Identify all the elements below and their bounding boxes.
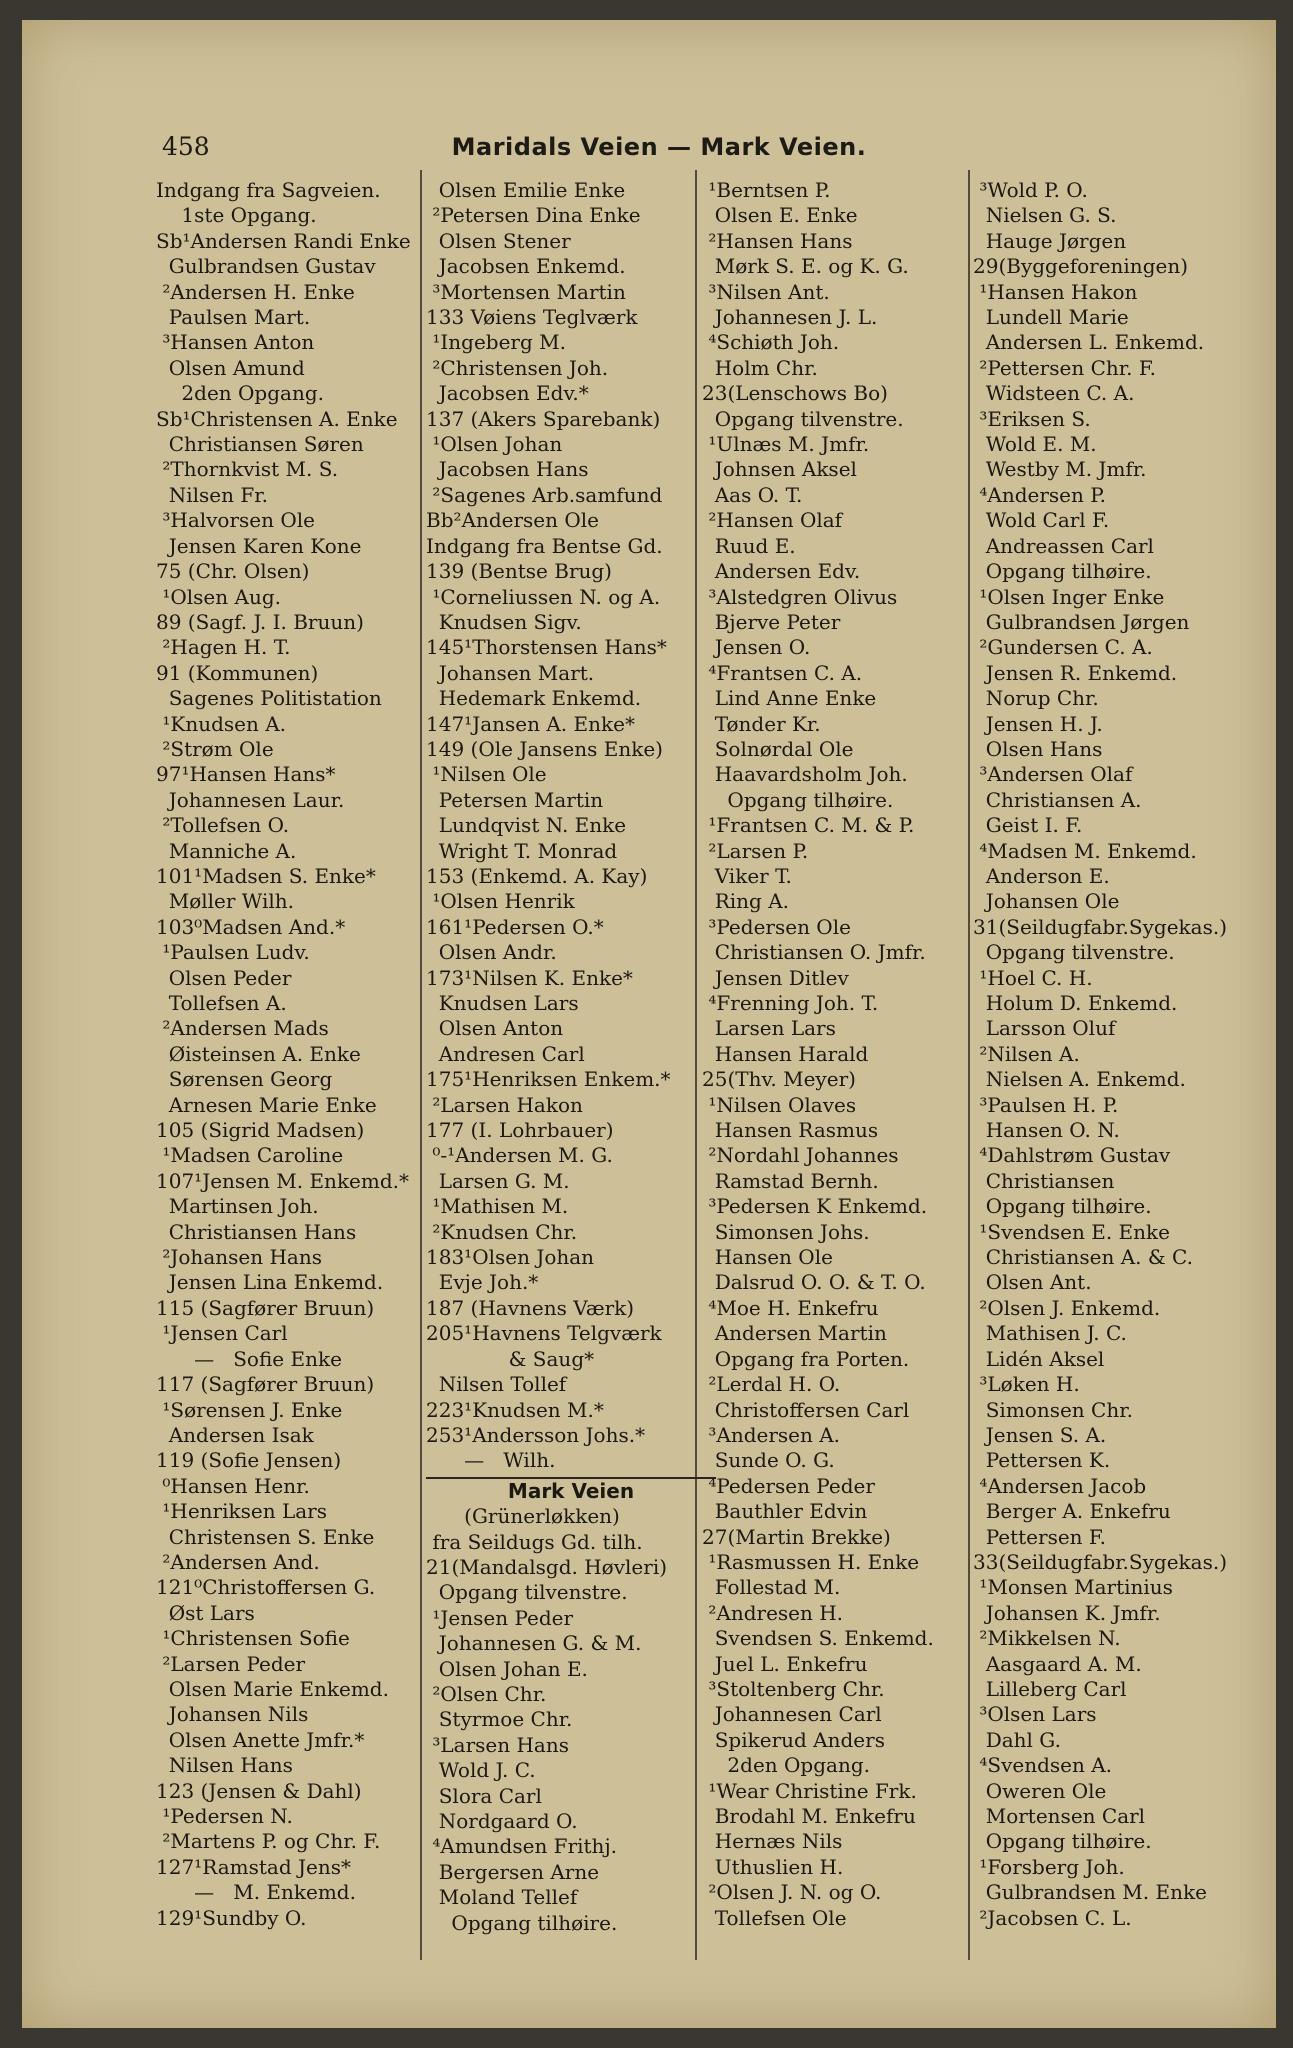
directory-entry: Martinsen Joh.	[156, 1194, 319, 1219]
directory-entry: Larsen G. M.	[426, 1168, 570, 1193]
directory-entry: Jensen O.	[702, 635, 811, 660]
directory-entry: Johansen Mart.	[426, 660, 595, 685]
directory-entry: 29(Byggeforeningen)	[973, 254, 1189, 279]
directory-entry: Nilsen Hans	[156, 1753, 293, 1778]
directory-entry: Øisteinsen A. Enke	[156, 1041, 361, 1066]
directory-entry: 89 (Sagf. J. I. Bruun)	[156, 609, 364, 634]
directory-entry: Juel L. Enkefru	[702, 1651, 868, 1676]
directory-entry: ¹Hansen Hakon	[973, 279, 1138, 304]
directory-entry: Sunde O. G.	[702, 1448, 835, 1473]
directory-entry: Mathisen J. C.	[973, 1321, 1127, 1346]
directory-entry: 127¹Ramstad Jens*	[156, 1854, 351, 1879]
directory-entry: ³Stoltenberg Chr.	[702, 1676, 885, 1701]
directory-entry: ²Olsen J. N. og O.	[702, 1880, 882, 1905]
directory-entry: ⁴Andersen P.	[973, 482, 1106, 507]
directory-entry: Knudsen Sigv.	[426, 609, 582, 634]
directory-entry: Uthuslien H.	[702, 1854, 844, 1879]
directory-entry: ¹Monsen Martinius	[973, 1575, 1173, 1600]
directory-entry: Gulbrandsen M. Enke	[973, 1880, 1207, 1905]
directory-entry: ³Alstedgren Olivus	[702, 584, 898, 609]
directory-entry: 105 (Sigrid Madsen)	[156, 1118, 365, 1143]
directory-entry: ²Hagen H. T.	[156, 635, 291, 660]
directory-entry: 25(Thv. Meyer)	[702, 1067, 856, 1092]
directory-entry: ³Wold P. O.	[973, 178, 1088, 202]
directory-entry: ⁴Amundsen Frithj.	[426, 1834, 617, 1859]
directory-entry: Lilleberg Carl	[973, 1676, 1127, 1701]
directory-entry: 187 (Havnens Værk)	[426, 1295, 635, 1320]
directory-entry: ²Sagenes Arb.samfund	[426, 482, 663, 507]
directory-entry: ³Olsen Lars	[973, 1702, 1097, 1727]
directory-entry: Hansen Harald	[702, 1041, 869, 1066]
directory-entry: ²Olsen Chr.	[426, 1681, 547, 1706]
directory-entry: Andersen Martin	[702, 1321, 887, 1346]
directory-entry: ²Johansen Hans	[156, 1245, 322, 1270]
directory-entry: ²Larsen Hakon	[426, 1092, 583, 1117]
directory-entry: Larsson Oluf	[973, 1016, 1116, 1041]
directory-entry: Møller Wilh.	[156, 889, 295, 914]
directory-entry: 23(Lenschows Bo)	[702, 381, 888, 406]
directory-entry: 91 (Kommunen)	[156, 660, 319, 685]
directory-entry: Lundell Marie	[973, 305, 1129, 330]
directory-entry: Jacobsen Edv.*	[426, 381, 589, 406]
directory-entry: Nordgaard O.	[426, 1809, 578, 1833]
directory-entry: 31(Seildugfabr.Sygekas.)	[973, 914, 1228, 939]
directory-entry: Christiansen A. & C.	[973, 1245, 1193, 1270]
street-heading: Mark Veien	[507, 1478, 635, 1503]
directory-page	[22, 20, 1276, 2028]
directory-entry: Sagenes Politistation	[156, 686, 382, 711]
directory-entry: ⁴Pedersen Peder	[702, 1473, 875, 1498]
column-3	[702, 178, 982, 1931]
directory-entry: Andersen L. Enkemd.	[973, 330, 1205, 355]
directory-entry: ²Lerdal H. O.	[702, 1372, 841, 1397]
directory-entry: Hedemark Enkemd.	[426, 686, 642, 711]
directory-entry: 177 (I. Lohrbauer)	[426, 1118, 614, 1143]
directory-entry: ²Gundersen C. A.	[973, 635, 1153, 660]
directory-entry: 107¹Jensen M. Enkemd.*	[156, 1168, 410, 1193]
directory-entry: Olsen Amund	[156, 355, 305, 380]
directory-entry: ³Pedersen K Enkemd.	[702, 1194, 928, 1219]
directory-entry: ¹Olsen Johan	[426, 432, 563, 457]
directory-entry: Manniche A.	[156, 838, 297, 863]
directory-entry: Jensen H. J.	[973, 711, 1103, 736]
directory-entry: Ramstad Bernh.	[702, 1168, 879, 1193]
directory-entry: 117 (Sagfører Bruun)	[156, 1372, 375, 1397]
directory-entry: ¹Henriksen Lars	[156, 1499, 327, 1524]
directory-entry: 205¹Havnens Telgværk	[426, 1321, 662, 1346]
page-number: 458	[162, 132, 210, 161]
directory-entry: 145¹Thorstensen Hans*	[426, 635, 667, 660]
directory-entry: Larsen Lars	[702, 1016, 836, 1041]
directory-entry: ²Jacobsen C. L.	[973, 1905, 1132, 1930]
directory-entry: Johansen K. Jmfr.	[973, 1600, 1161, 1625]
directory-entry: Opgang tilhøire.	[426, 1910, 618, 1935]
directory-entry: Ring A.	[702, 889, 790, 914]
directory-entry: Opgang tilvenstre.	[702, 406, 904, 431]
directory-entry: Jensen Karen Kone	[156, 533, 362, 558]
directory-entry: Mørk S. E. og K. G.	[702, 254, 909, 279]
directory-entry: Opgang tilvenstre.	[973, 940, 1175, 965]
directory-entry: Geist I. F.	[973, 813, 1083, 838]
directory-entry: ¹Paulsen Ludv.	[156, 940, 310, 965]
directory-entry: ¹Olsen Inger Enke	[973, 584, 1165, 609]
directory-entry: ²Nilsen A.	[973, 1041, 1080, 1066]
directory-entry: Opgang tilhøire.	[973, 1194, 1152, 1219]
directory-entry: ²Knudsen Chr.	[426, 1219, 578, 1244]
directory-entry: ⁴Frantsen C. A.	[702, 660, 863, 685]
directory-entry: Spikerud Anders	[702, 1727, 885, 1752]
directory-entry: 149 (Ole Jansens Enke)	[426, 736, 663, 761]
directory-entry: Svendsen S. Enkemd.	[702, 1626, 934, 1651]
directory-entry: ¹Jensen Carl	[156, 1321, 288, 1346]
directory-entry: 223¹Knudsen M.*	[426, 1397, 604, 1422]
directory-entry: ²Christensen Joh.	[426, 355, 609, 380]
directory-entry: ¹Frantsen C. M. & P.	[702, 813, 915, 838]
directory-entry: ²Tollefsen O.	[156, 813, 290, 838]
directory-entry: ¹Svendsen E. Enke	[973, 1219, 1170, 1244]
directory-entry: 21(Mandalsgd. Høvleri)	[426, 1554, 668, 1579]
directory-entry: ²Andersen Mads	[156, 1016, 329, 1041]
directory-entry: ²Nordahl Johannes	[702, 1143, 899, 1168]
directory-entry: Opgang tilhøire.	[702, 787, 894, 812]
directory-entry: 153 (Enkemd. A. Kay)	[426, 863, 648, 888]
directory-entry: Opgang tilvenstre.	[426, 1580, 628, 1605]
directory-entry: ¹Hoel C. H.	[973, 965, 1093, 990]
directory-entry: Nielsen A. Enkemd.	[973, 1067, 1186, 1092]
directory-entry: ¹Christensen Sofie	[156, 1626, 350, 1651]
directory-entry: ¹Corneliussen N. og A.	[426, 584, 661, 609]
directory-entry: Nilsen Fr.	[156, 482, 268, 507]
directory-entry: Olsen Ant.	[973, 1270, 1092, 1295]
directory-entry: ³Nilsen Ant.	[702, 279, 830, 304]
directory-entry: ²Hansen Hans	[702, 228, 853, 253]
directory-entry: 121⁰Christoffersen G.	[156, 1575, 376, 1600]
directory-entry: ⁴Svendsen A.	[973, 1753, 1113, 1778]
directory-entry: Johnsen Aksel	[702, 457, 857, 482]
directory-entry: Christiansen Søren	[156, 432, 364, 457]
directory-entry: 147¹Jansen A. Enke*	[426, 711, 635, 736]
directory-entry: Gulbrandsen Gustav	[156, 254, 376, 279]
directory-entry: ⁴Andersen Jacob	[973, 1473, 1147, 1498]
directory-entry: Olsen Peder	[156, 965, 292, 990]
directory-entry: Follestad M.	[702, 1575, 841, 1600]
directory-entry: ⁴Frenning Joh. T.	[702, 991, 879, 1015]
directory-entry: 161¹Pedersen O.*	[426, 914, 604, 939]
directory-entry: Olsen E. Enke	[702, 203, 858, 228]
directory-entry: 183¹Olsen Johan	[426, 1245, 595, 1270]
directory-entry: Johansen Nils	[156, 1702, 309, 1727]
directory-entry: Johannesen Carl	[702, 1702, 882, 1727]
directory-entry: Knudsen Lars	[426, 991, 579, 1015]
directory-entry: Tollefsen A.	[156, 991, 287, 1015]
directory-entry: ⁴Moe H. Enkefru	[702, 1295, 879, 1320]
directory-entry: Dahl G.	[973, 1727, 1061, 1752]
directory-entry: Andresen Carl	[426, 1041, 585, 1066]
directory-entry: Olsen Stener	[426, 228, 571, 253]
directory-entry: — Wilh.	[426, 1448, 556, 1473]
directory-entry: Johannesen Laur.	[156, 787, 345, 812]
directory-entry: 97¹Hansen Hans*	[156, 762, 336, 787]
directory-entry: Christiansen O. Jmfr.	[702, 940, 926, 965]
directory-entry: Bergersen Arne	[426, 1859, 600, 1884]
directory-entry: — M. Enkemd.	[156, 1880, 356, 1905]
column-1	[156, 178, 446, 1931]
directory-entry: Paulsen Mart.	[156, 305, 311, 330]
directory-entry: Sørensen Georg	[156, 1067, 333, 1092]
directory-entry: Sb¹Andersen Randi Enke	[156, 228, 411, 253]
directory-entry: fra Seildugs Gd. tilh.	[426, 1529, 643, 1554]
directory-entry: ¹Wear Christine Frk.	[702, 1778, 917, 1803]
directory-entry: ¹Forsberg Joh.	[973, 1854, 1125, 1879]
directory-entry: Haavardsholm Joh.	[702, 762, 908, 787]
directory-entry: Norup Chr.	[973, 686, 1099, 711]
directory-entry: Viker T.	[702, 863, 792, 888]
directory-entry: Hernæs Nils	[702, 1829, 843, 1854]
directory-entry: 133 Vøiens Teglværk	[426, 305, 638, 330]
directory-entry: Christiansen Hans	[156, 1219, 357, 1244]
directory-entry: ¹Ingeberg M.	[426, 330, 566, 355]
directory-entry: ³Pedersen Ole	[702, 914, 851, 939]
directory-entry: — Sofie Enke	[156, 1346, 342, 1371]
directory-entry: Christiansen A.	[973, 787, 1142, 812]
directory-entry: Styrmoe Chr.	[426, 1707, 573, 1732]
directory-entry: Tønder Kr.	[702, 711, 821, 736]
directory-entry: ¹Berntsen P.	[702, 178, 831, 202]
directory-entry: Olsen Andr.	[426, 940, 557, 965]
directory-entry: ²Hansen Olaf	[702, 508, 843, 533]
directory-entry: Arnesen Marie Enke	[156, 1092, 377, 1117]
directory-entry: Hansen O. N.	[973, 1118, 1120, 1143]
directory-entry: ³Hansen Anton	[156, 330, 315, 355]
directory-entry: Lind Anne Enke	[702, 686, 877, 711]
directory-entry: Solnørdal Ole	[702, 736, 854, 761]
directory-entry: Oweren Ole	[973, 1778, 1107, 1803]
directory-entry: ¹Madsen Caroline	[156, 1143, 344, 1168]
directory-entry: 137 (Akers Sparebank)	[426, 406, 661, 431]
directory-entry: Olsen Anton	[426, 1016, 564, 1041]
directory-entry: Dalsrud O. O. & T. O.	[702, 1270, 926, 1295]
directory-entry: 33(Seildugfabr.Sygekas.)	[973, 1549, 1228, 1574]
directory-entry: ²Andersen And.	[156, 1549, 320, 1574]
directory-entry: ³Larsen Hans	[426, 1732, 569, 1757]
directory-entry: Tollefsen Ole	[702, 1905, 847, 1930]
directory-entry: Brodahl M. Enkefru	[702, 1804, 916, 1828]
directory-entry: Petersen Martin	[426, 787, 604, 812]
directory-entry: Olsen Anette Jmfr.*	[156, 1727, 365, 1752]
directory-entry: ¹Knudsen A.	[156, 711, 287, 736]
directory-entry: Evje Joh.*	[426, 1270, 539, 1295]
directory-entry: Jacobsen Hans	[426, 457, 589, 482]
directory-entry: ²Larsen P.	[702, 838, 809, 863]
directory-entry: Wold E. M.	[973, 432, 1097, 457]
directory-entry: Johannesen G. & M.	[426, 1631, 642, 1656]
directory-entry: Aasgaard A. M.	[973, 1651, 1142, 1676]
directory-entry: Aas O. T.	[702, 482, 803, 507]
directory-entry: ²Petersen Dina Enke	[426, 203, 641, 228]
directory-entry: ¹Ulnæs M. Jmfr.	[702, 432, 870, 457]
column-4	[973, 178, 1273, 1931]
directory-entry: Johannesen J. L.	[702, 305, 878, 330]
directory-entry: Hansen Rasmus	[702, 1118, 879, 1143]
directory-entry: Bauthler Edvin	[702, 1499, 868, 1524]
directory-entry: Christoffersen Carl	[702, 1397, 910, 1422]
directory-entry: Hauge Jørgen	[973, 228, 1127, 253]
directory-entry: ²Strøm Ole	[156, 736, 274, 761]
directory-entry: Johansen Ole	[973, 889, 1120, 914]
directory-entry: ³Halvorsen Ole	[156, 508, 316, 533]
directory-entry: Gulbrandsen Jørgen	[973, 609, 1190, 634]
directory-entry: ²Thornkvist M. S.	[156, 457, 339, 482]
directory-entry: Jacobsen Enkemd.	[426, 254, 626, 279]
directory-entry: ³Løken H.	[973, 1372, 1080, 1397]
directory-entry: ⁴Dahlstrøm Gustav	[973, 1143, 1171, 1168]
directory-entry: ⁴Madsen M. Enkemd.	[973, 838, 1197, 863]
directory-entry: Bjerve Peter	[702, 609, 841, 634]
directory-entry: ¹Olsen Henrik	[426, 889, 575, 914]
directory-entry: Pettersen K.	[973, 1448, 1111, 1473]
directory-entry: Jensen Lina Enkemd.	[156, 1270, 384, 1295]
directory-entry: ¹Olsen Aug.	[156, 584, 281, 609]
directory-entry: 253¹Andersson Johs.*	[426, 1422, 646, 1447]
directory-entry: Wold J. C.	[426, 1758, 536, 1783]
directory-entry: ³Eriksen S.	[973, 406, 1091, 431]
directory-entry: Indgang fra Bentse Gd.	[426, 533, 663, 558]
directory-entry: Øst Lars	[156, 1600, 255, 1625]
directory-entry: 139 (Bentse Brug)	[426, 559, 612, 584]
directory-entry: ¹Sørensen J. Enke	[156, 1397, 343, 1422]
directory-entry: Opgang tilhøire.	[973, 559, 1152, 584]
directory-entry: & Saug*	[426, 1346, 595, 1371]
directory-entry: ²Andresen H.	[702, 1600, 844, 1625]
directory-entry: Ruud E.	[702, 533, 796, 558]
directory-entry: Widsteen C. A.	[973, 381, 1135, 406]
directory-entry: 103⁰Madsen And.*	[156, 914, 346, 939]
directory-entry: 27(Martin Brekke)	[702, 1524, 891, 1549]
directory-entry: Opgang fra Porten.	[702, 1346, 910, 1371]
directory-entry: Olsen Johan E.	[426, 1656, 588, 1681]
directory-entry: Olsen Hans	[973, 736, 1103, 761]
directory-entry: 175¹Henriksen Enkem.*	[426, 1067, 671, 1092]
directory-entry: ⁰-¹Andersen M. G.	[426, 1143, 613, 1168]
directory-entry: 2den Opgang.	[156, 381, 324, 406]
directory-entry: ²Mikkelsen N.	[973, 1626, 1121, 1651]
directory-entry: ³Paulsen H. P.	[973, 1092, 1119, 1117]
directory-entry: Christiansen	[973, 1168, 1115, 1193]
directory-entry: ³Andersen A.	[702, 1422, 841, 1447]
directory-entry: Olsen Emilie Enke	[426, 178, 626, 202]
directory-entry: Jensen S. A.	[973, 1422, 1107, 1447]
directory-entry: ²Larsen Peder	[156, 1651, 306, 1676]
directory-entry: Westby M. Jmfr.	[973, 457, 1147, 482]
directory-entry: Slora Carl	[426, 1783, 542, 1808]
directory-entry: ¹Jensen Peder	[426, 1605, 574, 1630]
directory-entry: Mortensen Carl	[973, 1804, 1146, 1828]
directory-entry: (Grünerløkken)	[426, 1504, 620, 1529]
directory-entry: 119 (Sofie Jensen)	[156, 1448, 342, 1473]
running-head: Maridals Veien — Mark Veien.	[451, 133, 867, 161]
directory-entry: Nilsen Tollef	[426, 1372, 567, 1397]
directory-entry: 101¹Madsen S. Enke*	[156, 863, 376, 888]
column-2	[426, 178, 716, 1936]
directory-entry: Opgang tilhøire.	[973, 1829, 1152, 1854]
directory-entry: Anderson E.	[973, 863, 1110, 888]
directory-entry: Nielsen G. S.	[973, 203, 1117, 228]
directory-entry: 173¹Nilsen K. Enke*	[426, 965, 633, 990]
directory-entry: Jensen Ditlev	[702, 965, 849, 990]
directory-entry: ¹Pedersen N.	[156, 1804, 293, 1828]
directory-entry: Olsen Marie Enkemd.	[156, 1676, 389, 1701]
directory-entry: Lidén Aksel	[973, 1346, 1105, 1371]
directory-entry: ⁰Hansen Henr.	[156, 1473, 310, 1498]
directory-entry: 115 (Sagfører Bruun)	[156, 1295, 375, 1320]
directory-entry: ³Mortensen Martin	[426, 279, 626, 304]
directory-entry: Moland Tellef	[426, 1885, 578, 1910]
directory-entry: ¹Nilsen Ole	[426, 762, 547, 787]
directory-entry: 2den Opgang.	[702, 1753, 870, 1778]
directory-entry: Andersen Isak	[156, 1422, 314, 1447]
directory-entry: 75 (Chr. Olsen)	[156, 559, 310, 584]
directory-entry: ²Martens P. og Chr. F.	[156, 1829, 381, 1854]
directory-entry: ¹Mathisen M.	[426, 1194, 569, 1219]
directory-entry: ¹Nilsen Olaves	[702, 1092, 857, 1117]
directory-entry: Wold Carl F.	[973, 508, 1110, 533]
directory-entry: Berger A. Enkefru	[973, 1499, 1171, 1524]
directory-entry: Christensen S. Enke	[156, 1524, 375, 1549]
directory-entry: Wright T. Monrad	[426, 838, 618, 863]
directory-entry: ¹Rasmussen H. Enke	[702, 1549, 920, 1574]
directory-entry: Pettersen F.	[973, 1524, 1107, 1549]
directory-entry: 129¹Sundby O.	[156, 1905, 307, 1930]
directory-entry: Sb¹Christensen A. Enke	[156, 406, 398, 431]
directory-entry: Indgang fra Sagveien.	[156, 178, 381, 202]
directory-entry: Bb²Andersen Ole	[426, 508, 600, 533]
directory-entry: Andreassen Carl	[973, 533, 1154, 558]
directory-entry: Lundqvist N. Enke	[426, 813, 627, 838]
directory-entry: Holum D. Enkemd.	[973, 991, 1178, 1015]
directory-entry: Simonsen Johs.	[702, 1219, 870, 1244]
directory-entry: Andersen Edv.	[702, 559, 861, 584]
directory-entry: ²Andersen H. Enke	[156, 279, 355, 304]
directory-entry: 1ste Opgang.	[156, 203, 317, 228]
directory-entry: Holm Chr.	[702, 355, 818, 380]
directory-entry: ⁴Schiøth Joh.	[702, 330, 840, 355]
directory-entry: ²Pettersen Chr. F.	[973, 355, 1156, 380]
directory-entry: ²Olsen J. Enkemd.	[973, 1295, 1161, 1320]
directory-entry: Simonsen Chr.	[973, 1397, 1133, 1422]
directory-entry: 123 (Jensen & Dahl)	[156, 1778, 362, 1803]
directory-entry: Jensen R. Enkemd.	[973, 660, 1178, 685]
directory-entry: Hansen Ole	[702, 1245, 833, 1270]
directory-entry: ³Andersen Olaf	[973, 762, 1133, 787]
